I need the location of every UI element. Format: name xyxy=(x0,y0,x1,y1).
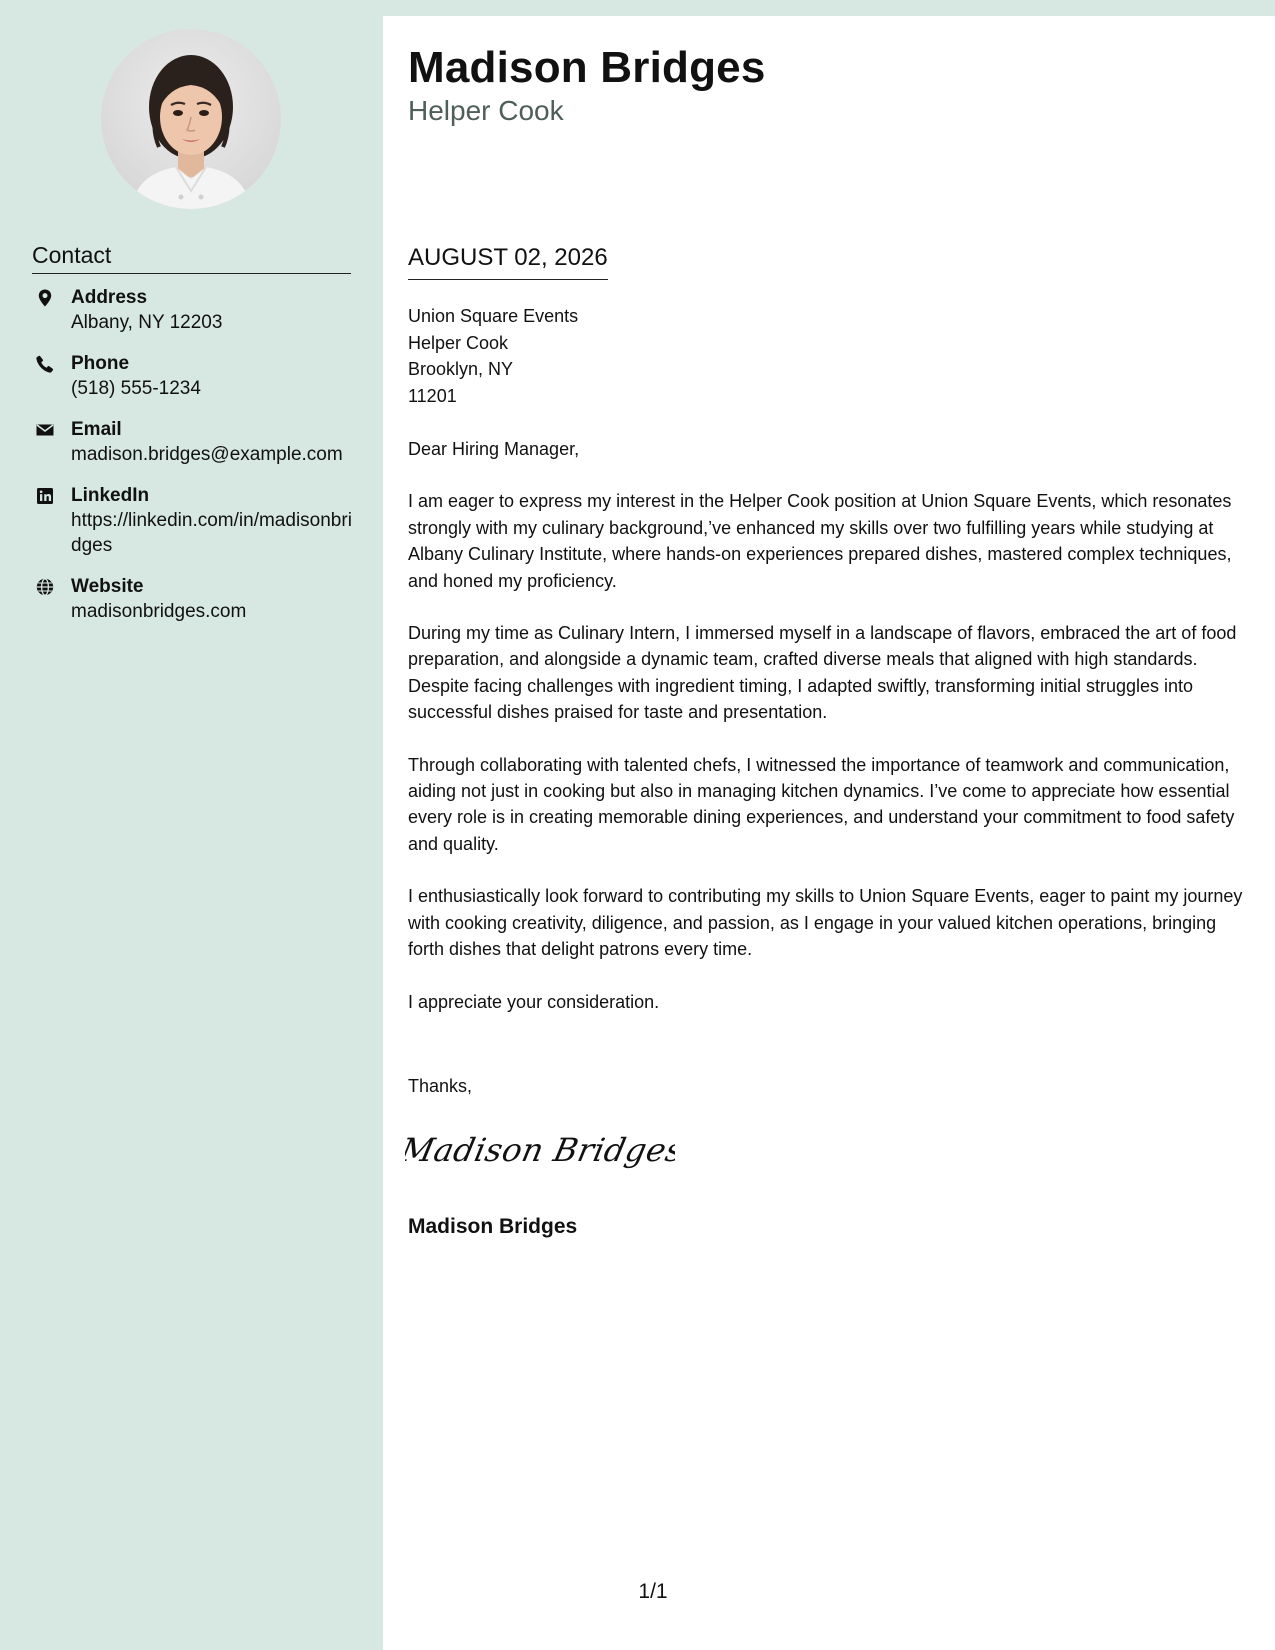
contact-value[interactable]: madisonbridges.com xyxy=(71,601,247,622)
closing: Thanks, xyxy=(408,1076,473,1096)
handwritten-signature xyxy=(405,1123,675,1179)
recipient-block xyxy=(408,303,578,409)
recipient-company: Union Square Events xyxy=(408,306,579,326)
recipient-zip: 11201 xyxy=(408,385,457,406)
profile-photo xyxy=(101,29,281,209)
contact-value: (518) 555-1234 xyxy=(71,378,201,399)
contact-label: Address xyxy=(71,287,148,308)
letter-paragraph: Through collaborating with talented chefs, I witnessed the importance of teamwork and communication, aiding not just in cooking but also in managing kitchen dynamics. I’ve come to appreciate how essential every role is in creating memorable dining experiences, and understand your commitment to food safety and quality. xyxy=(408,754,1235,854)
contact-value: Albany, NY 12203 xyxy=(71,312,223,333)
applicant-name: Madison Bridges xyxy=(408,43,766,92)
contact-label: LinkedIn xyxy=(71,485,150,506)
contact-label: Email xyxy=(71,419,122,440)
letter-date: AUGUST 02, 2026 xyxy=(408,243,608,280)
globe-icon xyxy=(35,577,55,597)
greeting: Dear Hiring Manager, xyxy=(408,439,580,459)
contact-website xyxy=(32,574,362,624)
applicant-role: Helper Cook xyxy=(408,95,564,126)
contact-linkedin xyxy=(32,483,362,558)
letter-main xyxy=(383,16,1275,1650)
portrait-illustration xyxy=(101,29,281,209)
recipient-position: Helper Cook xyxy=(408,332,509,353)
letter-paragraph: I am eager to express my interest in the Helper Cook position at Union Square Events, which resonates strongly with my culinary background,’ve enhanced my skills over two fulfilling years while studying at Albany Culinary Institute, where hands-on experiences prepared dishes, mastered complex techniques, and honed my proficiency. xyxy=(408,491,1232,591)
contact-address xyxy=(32,285,362,335)
signer-name: Madison Bridges xyxy=(408,1215,578,1238)
letter-body xyxy=(408,436,1243,1041)
contact-heading: Contact xyxy=(32,241,351,274)
recipient-city: Brooklyn, NY xyxy=(408,359,514,379)
svg-text:Madison Bridges: Madison Bridges xyxy=(405,1131,675,1169)
letter-paragraph: I appreciate your consideration. xyxy=(408,991,660,1012)
contact-phone xyxy=(32,351,362,401)
contact-list xyxy=(32,285,362,640)
contact-label: Phone xyxy=(71,353,130,374)
contact-value[interactable]: https://linkedin.com/in/madisonbridges xyxy=(71,510,352,556)
envelope-icon xyxy=(35,420,55,440)
contact-label: Website xyxy=(71,576,144,597)
contact-value: madison.bridges@example.com xyxy=(71,444,343,465)
sidebar xyxy=(0,0,383,1650)
page-number: 1/1 xyxy=(638,1580,668,1603)
letter-paragraph: During my time as Culinary Intern, I immersed myself in a landscape of flavors, embraced the art of food preparation, and alongside a dynamic team, crafted diverse meals that aligned with high standards. Despite facing challenges with ingredient timing, I adapted swiftly, transforming initial struggles into successful dishes praised for taste and presentation. xyxy=(408,623,1237,723)
linkedin-icon xyxy=(35,486,55,506)
contact-email xyxy=(32,417,362,467)
phone-icon xyxy=(35,354,55,374)
letter-paragraph: I enthusiastically look forward to contributing my skills to Union Square Events, eager to paint my journey with cooking creativity, diligence, and passion, as I engage in your valued kitchen operations, bringing forth dishes that delight patrons every time. xyxy=(408,886,1243,960)
map-pin-icon xyxy=(35,288,55,308)
